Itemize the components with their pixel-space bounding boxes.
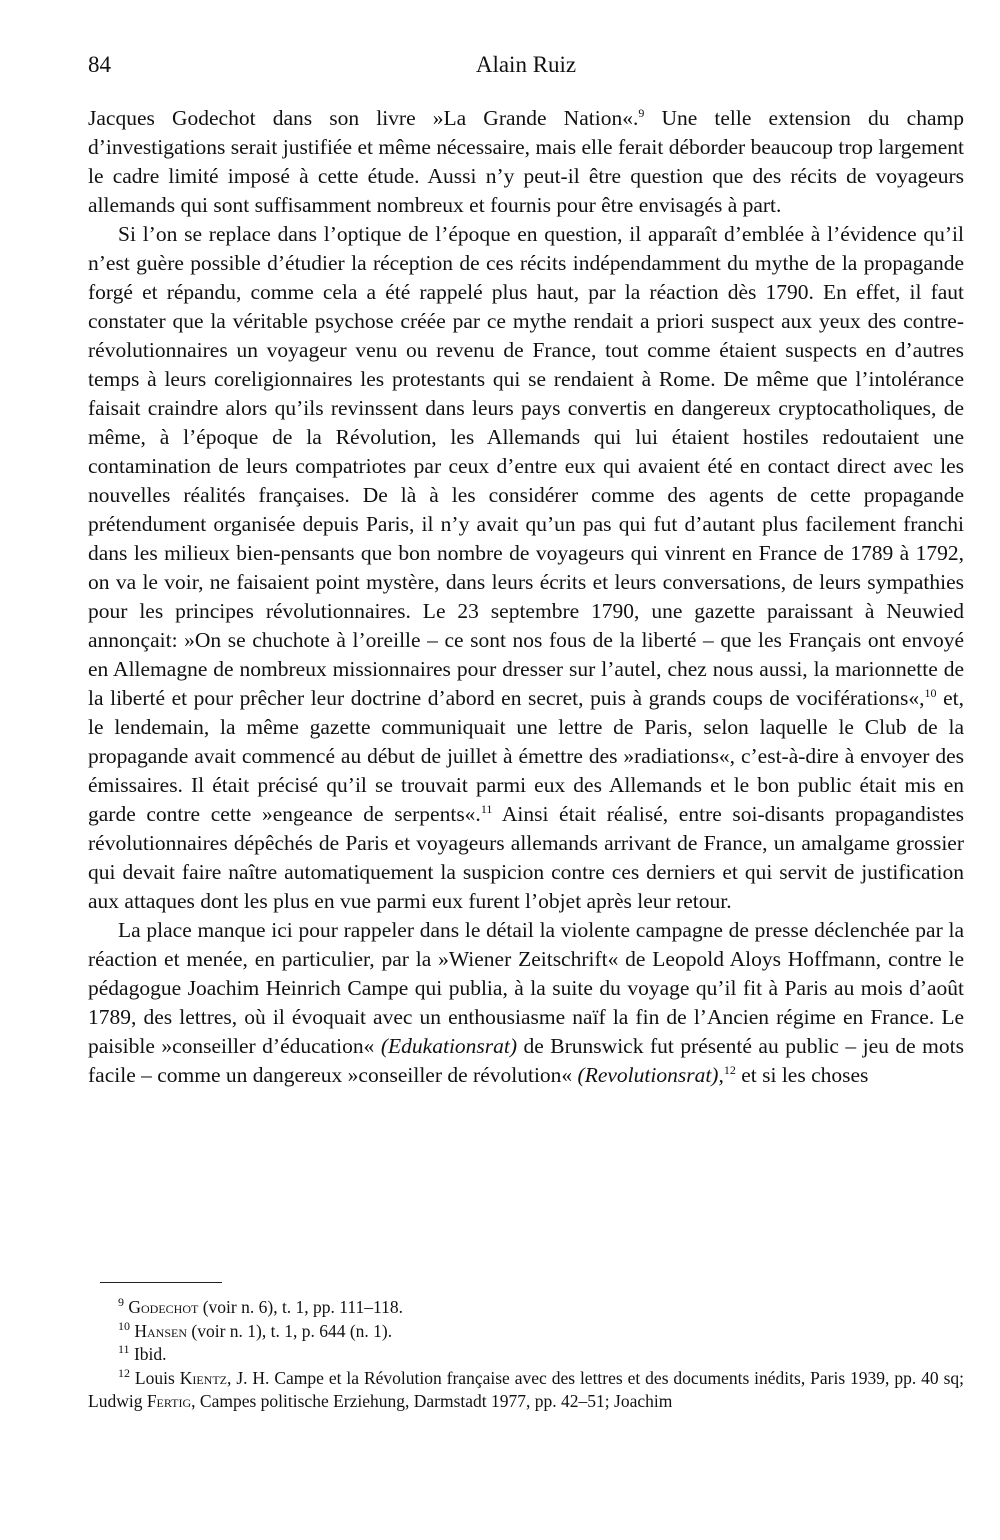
footnote-number: 10 <box>118 1318 130 1333</box>
page-header <box>88 52 964 82</box>
paragraph-text: Jacques Godechot dans son livre »La Grande Nation«. <box>88 106 639 130</box>
footnote-text: (voir n. 6), t. 1, pp. 111–118. <box>198 1297 403 1317</box>
paragraph-text: Une telle extension du champ d’investigations serait justifiée et même nécessaire, mais elle ferait déborder beaucoup trop largement le cadre limité imposé à cette étude. Aussi n’y peut-il être question que des récits de voyageurs allemands qui sont suffisamment nombreux et fournis pour être envisagés à part. <box>88 106 964 217</box>
paragraph-text: Ainsi était réalisé, entre soi-disants propagandistes révolutionnaires dépêchés de Paris et voyageurs allemands arrivant de France, un amalgame grossier qui devait faire naître automatiquement la suspicion contre ces derniers et qui servit de justification aux attaques dont les plus en vue parmi eux furent l’objet après leur retour. <box>88 802 964 913</box>
footnote-text: (voir n. 1), t. 1, p. 644 (n. 1). <box>187 1320 393 1341</box>
footnote-ref-12: 12 <box>723 1062 736 1077</box>
page-number: 84 <box>88 52 111 77</box>
paragraph-2 <box>88 220 964 916</box>
paragraph-text: La place manque ici pour rappeler dans le détail la violente campagne de presse déclenchée par la réaction et menée, en particulier, par la »Wiener Zeitschrift« de Leopold Aloys Hoffmann, contre le pédagogue Joachim Heinrich Campe qui publia, à la suite du voyage qu’il fit à Paris au mois d’août 1789, des lettres, où il évoquait avec un enthousiasme naïf la fin de l’Ancien régime en France. Le paisible »conseiller d’éducation« <box>88 918 964 1058</box>
paragraph-text: et, le lendemain, la même gazette communiquait une lettre de Paris, selon laquelle le Club de la propagande avait commencé au début de juillet à émettre des »radiations«, c’est-à-dire à envoyer des émissaires. Il était précisé qu’il se trouvait parmi eux des Allemands et le bon public était mis en garde contre cette »engeance de serpents«. <box>88 686 964 826</box>
italic-term-edukationsrat: (Edukationsrat) <box>380 1034 518 1058</box>
footnote-number: 11 <box>118 1342 130 1357</box>
footnote-text: , Campes politische Erziehung, Darmstadt 1977, pp. 42–51; Joachim <box>191 1391 673 1411</box>
footnote-text: Ibid. <box>129 1344 167 1364</box>
running-head: Alain Ruiz <box>475 52 577 77</box>
paragraph-text: Si l’on se replace dans l’optique de l’époque en question, il apparaît d’emblée à l’évidence qu’il n’est guère possible d’étudier la réception de ces récits indépendamment du mythe de la propagande forgé et répandu, comme cela a été rappelé plus haut, par la réaction dès 1790. En effet, il faut constater que la véritable psychose créée par ce mythe rendait a priori suspect aux yeux des contre-révolutionnaires un voyageur venu ou revenu de France, tout comme étaient suspects en d’autres temps à leurs coreligionnaires les protestants qui se rendaient à Rome. De même que l’intolérance faisait craindre alors qu’ils revinssent dans leurs pays convertis en dangereux cryptocatholiques, de même, à l’époque de la Révolution, les Allemands qui lui étaient hostiles redoutaient une contamination de leurs compatriotes par ceux d’entre eux qui avaient été en contact direct avec les nouvelles réalités françaises. De là à les considérer comme des agents de cette propagande prétendument organisée depuis Paris, il n’y avait qu’un pas qui fut d’autant plus facilement franchi dans les milieux bien-pensants que bon nombre de voyageurs qui vinrent en France de 1789 à 1792, on va le voir, ne faisaient point mystère, dans leurs écrits et leurs conversations, de leurs sympathies pour les principes révolutionnaires. Le 23 septembre 1790, une gazette paraissant à Neuwied annonçait: »On se chuchote à l’oreille – ce sont nos fous de la liberté – que les Français ont envoyé en Allemagne de nombreux missionnaires pour dresser sur l’autel, chez nous aussi, la marionnette de la liberté et pour prêcher leur doctrine d’abord en secret, puis à grands coups de vociférations«, <box>88 222 964 710</box>
paragraph-1 <box>88 104 964 220</box>
footnote-divider <box>100 1282 222 1283</box>
footnote-text: Louis <box>130 1367 180 1388</box>
author-name: Fertig <box>146 1391 192 1411</box>
footnote-number: 9 <box>118 1295 124 1310</box>
paragraph-3 <box>88 916 964 1090</box>
footnote-12 <box>88 1367 964 1414</box>
footnote-number: 12 <box>118 1365 130 1380</box>
footnote-ref-10: 10 <box>924 685 937 700</box>
footnote-ref-9: 9 <box>638 105 645 120</box>
paragraph-text: et si les choses <box>735 1063 869 1087</box>
footnote-ref-11: 11 <box>480 801 493 816</box>
footnote-10 <box>88 1320 964 1344</box>
author-name: Godechot <box>128 1297 199 1317</box>
author-name: Kientz <box>179 1367 228 1388</box>
author-name: Hansen <box>134 1320 188 1341</box>
footnote-text: , J. H. Campe et la Révolution française avec des lettres et des documents inédits, Paris 1939, pp. 40 sq; Ludwig <box>88 1367 964 1411</box>
footnotes <box>88 1296 964 1414</box>
body-text <box>88 104 964 1090</box>
paragraph-text: de Brunswick fut présenté au public – jeu de mots facile – comme un dangereux »conseiller de révolution« <box>88 1034 964 1087</box>
italic-term-revolutionsrat: (Revolutionsrat), <box>577 1063 724 1087</box>
footnote-11 <box>88 1343 964 1367</box>
footnote-9 <box>88 1296 964 1320</box>
